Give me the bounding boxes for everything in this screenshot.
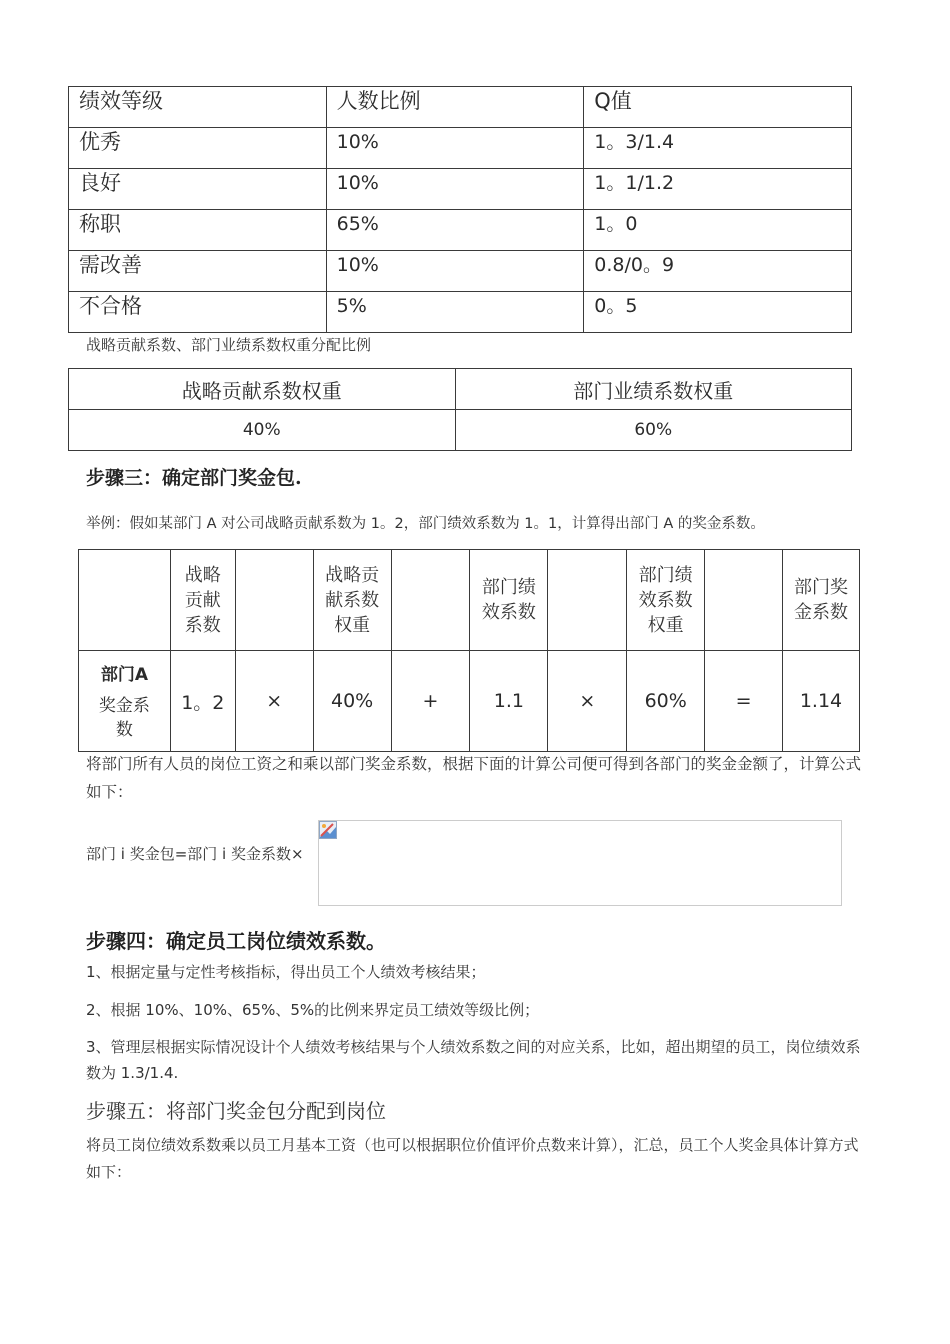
table-cell: 10% <box>326 169 584 210</box>
table-cell: 1。3/1.4 <box>584 128 852 169</box>
row-label-line1: 部门A <box>100 665 148 685</box>
table-row <box>69 169 852 210</box>
header-cell: 战略贡献系数权重 <box>69 369 456 410</box>
table-cell: 1。1/1.2 <box>584 169 852 210</box>
table-cell: 65% <box>326 210 584 251</box>
table-header-row <box>69 87 852 128</box>
header-cell: Q值 <box>584 87 852 128</box>
broken-image-icon <box>319 821 337 839</box>
table-cell: 1.14 <box>783 651 860 752</box>
step4-item: 1、根据定量与定性考核指标，得出员工个人绩效考核结果； <box>86 963 486 981</box>
table-cell: 1。2 <box>170 651 235 752</box>
table-row <box>69 292 852 333</box>
table-cell: 需改善 <box>69 251 327 292</box>
weight-caption: 战略贡献系数、部门业绩系数权重分配比例 <box>86 336 372 354</box>
table-cell: × <box>548 651 627 752</box>
step5-text: 将员工岗位绩效系数乘以员工月基本工资（也可以根据职位价值评价点数来计算），汇总，员工个人奖金具体计算方式如下： <box>86 1136 859 1181</box>
table-cell: 称职 <box>69 210 327 251</box>
table-cell: 不合格 <box>69 292 327 333</box>
calc-table <box>78 549 860 752</box>
header-cell: 战略贡 献系数 权重 <box>313 550 391 651</box>
header-cell: 部门奖 金系数 <box>783 550 860 651</box>
header-cell: 人数比例 <box>326 87 584 128</box>
table-cell: 60% <box>627 651 705 752</box>
table-cell: 60% <box>455 410 852 451</box>
table-cell: 1。0 <box>584 210 852 251</box>
table-header-row <box>69 369 852 410</box>
step4-heading: 步骤四：确定员工岗位绩效系数。 <box>86 929 386 953</box>
header-cell <box>235 550 313 651</box>
table-header-row <box>79 550 860 651</box>
table-cell: 优秀 <box>69 128 327 169</box>
table-row <box>69 210 852 251</box>
table-cell: 10% <box>326 251 584 292</box>
table-cell: 良好 <box>69 169 327 210</box>
table-cell: 0。5 <box>584 292 852 333</box>
header-cell <box>391 550 470 651</box>
row-label-line2: 奖金系 数 <box>98 696 150 740</box>
header-cell: 部门绩 效系数 <box>470 550 548 651</box>
header-cell: 部门绩 效系数 权重 <box>627 550 705 651</box>
step3-heading: 步骤三：确定部门奖金包. <box>86 467 302 489</box>
header-cell <box>79 550 171 651</box>
table-row <box>69 251 852 292</box>
formula-text: 部门 i 奖金包=部门 i 奖金系数× <box>86 845 304 863</box>
step4-item: 2、根据 10%、10%、65%、5%的比例来界定员工绩效等级比例； <box>86 1001 540 1019</box>
header-cell: 战略 贡献 系数 <box>170 550 235 651</box>
table-cell: 5% <box>326 292 584 333</box>
step3-example: 举例：假如某部门 A 对公司战略贡献系数为 1。2，部门绩效系数为 1。1，计算得出部门 A 的奖金系数。 <box>86 516 765 532</box>
grade-table <box>68 86 852 333</box>
formula-image <box>318 820 842 906</box>
table-cell: 40% <box>313 651 391 752</box>
table-cell: 40% <box>69 410 456 451</box>
table-cell: 10% <box>326 128 584 169</box>
table-row <box>69 410 852 451</box>
table-cell: 1.1 <box>470 651 548 752</box>
after-calc-text: 将部门所有人员的岗位工资之和乘以部门奖金系数，根据下面的计算公司便可得到各部门的奖金金额了，计算公式如下： <box>86 755 862 801</box>
table-cell: 0.8/0。9 <box>584 251 852 292</box>
header-cell: 部门业绩系数权重 <box>455 369 852 410</box>
row-label-cell <box>79 651 171 752</box>
table-row <box>79 651 860 752</box>
weight-table <box>68 368 852 451</box>
header-cell: 绩效等级 <box>69 87 327 128</box>
table-cell: + <box>391 651 470 752</box>
step5-heading: 步骤五：将部门奖金包分配到岗位 <box>86 1099 386 1123</box>
header-cell <box>548 550 627 651</box>
table-cell: = <box>705 651 783 752</box>
table-cell: × <box>235 651 313 752</box>
header-cell <box>705 550 783 651</box>
step4-item: 3、管理层根据实际情况设计个人绩效考核结果与个人绩效系数之间的对应关系，比如，超出期望的员工，岗位绩效系数为 1.3/1.4. <box>86 1038 861 1082</box>
table-row <box>69 128 852 169</box>
